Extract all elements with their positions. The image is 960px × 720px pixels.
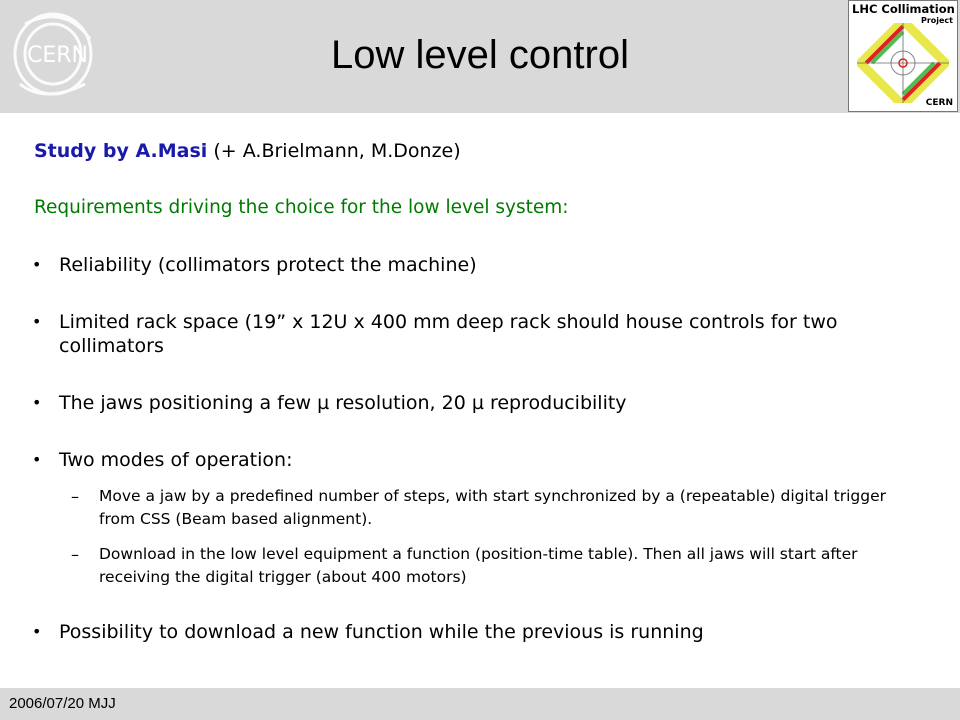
lhc-collimation-logo (848, 0, 958, 112)
bullet-item: Possibility to download a new function while the previous is running (59, 621, 704, 643)
page-title: Low level control (331, 33, 629, 77)
logo-line1: LHC Collimation (852, 2, 955, 16)
footer-bar (0, 688, 960, 720)
logo-line3: CERN (925, 98, 953, 108)
sub-bullet-marker: – (71, 487, 79, 506)
study-collaborators: (+ A.Brielmann, M.Donze) (207, 140, 461, 162)
study-author: Study by A.Masi (34, 140, 208, 162)
svg-text:CERN: CERN (27, 43, 89, 68)
bullet-marker: • (32, 450, 42, 469)
sub-bullet-marker: – (71, 545, 79, 564)
bullet-marker: • (32, 393, 42, 412)
bullet-item: Two modes of operation: (59, 449, 293, 471)
bullet-marker: • (32, 255, 42, 274)
bullet-marker: • (32, 622, 42, 641)
bullet-marker: • (32, 312, 42, 331)
footer-date-author: 2006/07/20 MJJ (9, 695, 116, 712)
header-bar (0, 0, 960, 113)
study-line (34, 140, 461, 162)
collimator-diagram-icon (857, 23, 949, 103)
logo-line2: Project (920, 16, 953, 25)
sub-bullet-item: Download in the low level equipment a function (position-time table). Then all jaws will start after receiving the digital trigger (about 400 motors) (99, 545, 858, 586)
bullet-item: Reliability (collimators protect the machine) (59, 254, 477, 276)
requirements-heading: Requirements driving the choice for the low level system: (34, 197, 569, 218)
bullet-item: Limited rack space (19” x 12U x 400 mm deep rack should house controls for two collimators (59, 311, 838, 357)
bullet-item: The jaws positioning a few µ resolution, 20 µ reproducibility (59, 392, 627, 414)
sub-bullet-item: Move a jaw by a predefined number of steps, with start synchronized by a (repeatable) digital trigger from CSS (Beam based alignment). (99, 487, 886, 528)
